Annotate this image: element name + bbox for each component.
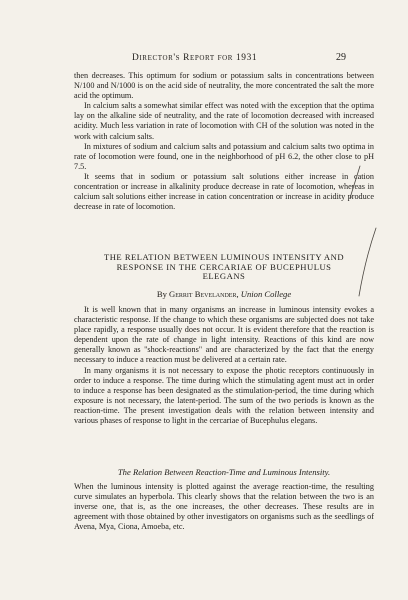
article-title-line: ELEGANS <box>202 271 246 282</box>
paragraph: It seems that in sodium or potassium salt solutions either increase in cation concentration or increase in alkalinity produce decrease in rate of locomotion, whereas in calcium salt solutions either increase in cation concentration or increase in acidity produce decrease in rate of locomotion. <box>74 171 374 212</box>
author-affiliation: Union College <box>240 289 292 299</box>
paragraph: In many organisms it is not necessary to expose the photic receptors continuously in order to induce a response. The time during which the stimulating agent must act in order to induce a response has been designated as the stimulation-period, the time during which exposure is not necessary, the latent-period. The sum of the two periods is known as the reaction-time. The present investigation deals with the relation between intensity and various phases of response to light in the cercariae of Bucephulus elegans. <box>74 365 374 426</box>
paragraph: In calcium salts a somewhat similar effect was noted with the exception that the optima lay on the alkaline side of neutrality, and the rate of locomotion decreased with increased acidity. Much less variation in rate of locomotion with CH of the solution was noted in the work with calcium salts. <box>74 101 374 141</box>
paragraph: then decreases. This optimum for sodium or potassium salts in concentrations between N/100 and N/1000 is on the acid side of neutrality, the more concentrated the salt the more acid the optimum. <box>74 71 374 101</box>
article-title-line: RESPONSE IN THE CERCARIAE OF BUCEPHULUS <box>116 261 332 272</box>
running-head: Director's Report for 1931 <box>132 53 258 63</box>
pencil-mark <box>330 160 408 300</box>
article-title <box>74 253 374 282</box>
byline-prefix: By <box>156 289 167 299</box>
paragraph: In mixtures of sodium and calcium salts and potassium and calcium salts two optima in rate of locomotion were found, one in the neighborhood of pH 6.2, the other close to pH 7.5. <box>74 141 374 171</box>
author-name: Gerrit Bevelander, <box>169 289 239 299</box>
paragraph: When the luminous intensity is plotted against the average reaction-time, the resulting curve simulates an hyperbola. This clearly shows that the relation between the two is an inverse one, that is, as the one increases, the other decreases. These results are in agreement with those obtained by other investigators on organisms such as the seedlings of Avena, Mya, Ciona, Amoeba, etc. <box>74 482 374 532</box>
article-title-line: THE RELATION BETWEEN LUMINOUS INTENSITY AND <box>103 252 345 262</box>
continued-text <box>74 71 374 212</box>
paragraph: It is well known that in many organisms an increase in luminous intensity evokes a characteristic response. If the change to which these organisms are subjected does not take place rapidly, a response usually does not occur. It is evident therefore that the reaction is dependent upon the rate of change in light intensity. Reactions of this kind are now generally known as "shock-reactions" and are characterized by the fact that the energy necessary to induce a reaction must be delivered at a certain rate. <box>74 305 374 365</box>
article-body <box>74 305 374 426</box>
page-number: 29 <box>336 52 346 63</box>
section-body <box>74 482 374 532</box>
byline <box>74 289 374 299</box>
section-heading: The Relation Between Reaction-Time and Luminous Intensity. <box>117 467 331 477</box>
